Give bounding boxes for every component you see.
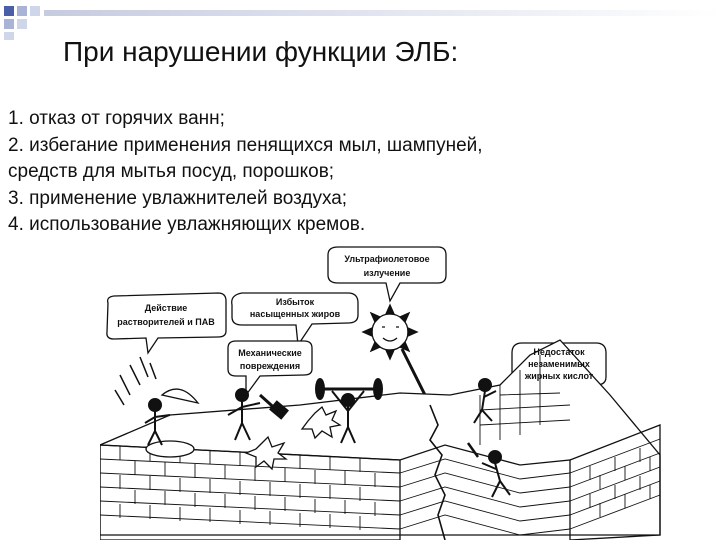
list-item: средств для мытья посуд, порошков;: [8, 161, 335, 182]
bubble-detergents-line2: растворителей и ПАВ: [117, 317, 215, 327]
skin-barrier-illustration: [100, 245, 670, 540]
bubble-acids-line2: незаменимых: [528, 359, 590, 369]
bubble-acids-line1: Недостаток: [533, 347, 585, 357]
list-item: 3. применение увлажнителей воздуха;: [8, 187, 348, 209]
bubble-acids-line3: жирных кислот: [524, 371, 594, 381]
bubble-fats-line2: насыщенных жиров: [249, 309, 341, 319]
slide-title: При нарушении функции ЭЛБ:: [63, 36, 459, 67]
bubble-fats-line1: Избыток: [275, 297, 315, 307]
list-item: 2. избегание применения пенящихся мыл, шампуней,: [8, 134, 483, 156]
list-item: 1. отказ от горячих ванн;: [8, 108, 225, 129]
list-item: 4. использование увлажняющих кремов.: [8, 214, 366, 235]
recommendations-list: [8, 106, 483, 239]
bubble-uv-line2: излучение: [363, 268, 411, 278]
bubble-mechanical-line1: Механические: [238, 348, 302, 358]
corner-decoration: [0, 0, 720, 40]
bubble-detergents-line1: Действие: [144, 303, 188, 313]
bubble-uv-line1: Ультрафиолетовое: [344, 254, 430, 264]
bubble-mechanical-line2: повреждения: [239, 361, 301, 371]
